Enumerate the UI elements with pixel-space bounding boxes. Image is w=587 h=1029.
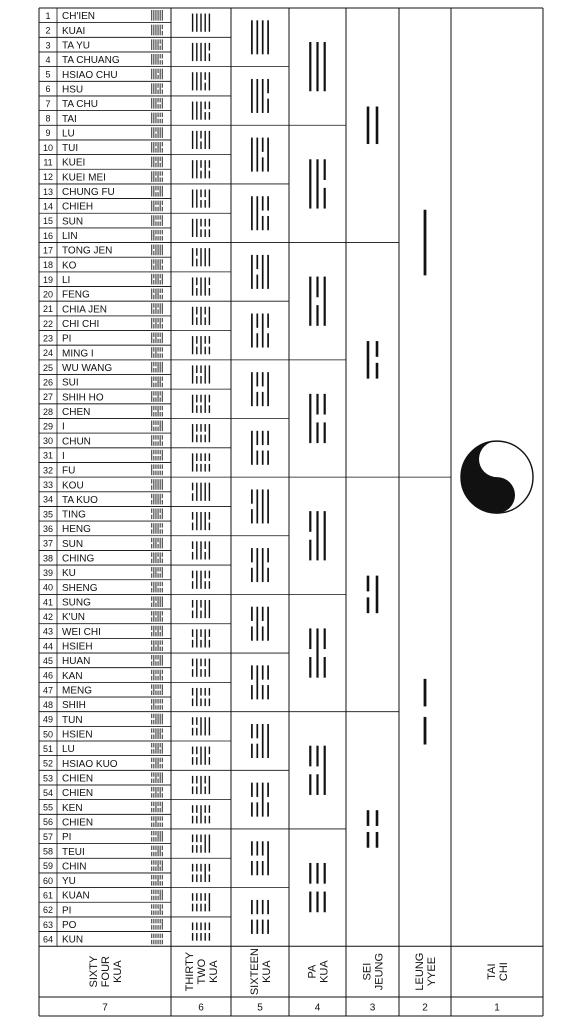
hexagram-row bbox=[39, 360, 171, 374]
hexagram-row bbox=[39, 712, 171, 726]
kua-symbol bbox=[193, 219, 210, 237]
hexagram-name: CHIN bbox=[62, 861, 87, 873]
hexagram-row bbox=[39, 448, 171, 462]
column-number: 3 bbox=[369, 1002, 376, 1014]
hexagram-name: CHIEN bbox=[62, 788, 94, 800]
hexagram-name: LI bbox=[62, 275, 71, 287]
kua-symbol bbox=[193, 864, 210, 882]
column-label bbox=[362, 953, 386, 990]
hexagram-name: KU bbox=[62, 568, 76, 580]
row-number: 64 bbox=[42, 934, 54, 945]
kua-symbol bbox=[310, 394, 324, 443]
kua-symbol bbox=[193, 600, 210, 618]
kua-symbol bbox=[193, 424, 210, 442]
kua-symbol bbox=[252, 20, 268, 54]
row-number: 26 bbox=[42, 377, 54, 388]
row-number: 63 bbox=[42, 919, 54, 930]
row-number: 32 bbox=[42, 465, 54, 476]
row-number: 13 bbox=[42, 186, 54, 197]
hexagram-row bbox=[39, 331, 171, 345]
row-number: 20 bbox=[42, 289, 54, 300]
hexagram-name: KAN bbox=[62, 670, 83, 682]
hexagram-name: TONG JEN bbox=[62, 245, 113, 257]
kua-symbol bbox=[252, 255, 268, 289]
kua-symbol bbox=[193, 629, 210, 647]
row-number: 16 bbox=[42, 230, 54, 241]
row-number: 8 bbox=[45, 113, 51, 124]
row-number: 58 bbox=[42, 846, 54, 857]
hexagram-rows bbox=[39, 8, 171, 946]
kua-symbol bbox=[252, 607, 268, 641]
hexagram-name: CHUNG FU bbox=[62, 187, 115, 199]
row-number: 10 bbox=[42, 142, 54, 153]
row-number: 53 bbox=[42, 773, 54, 784]
hexagram-name: PI bbox=[62, 832, 72, 844]
column-number: 5 bbox=[257, 1002, 263, 1014]
column-label-line: KUA bbox=[208, 960, 220, 983]
hexagram-name: I bbox=[62, 421, 65, 433]
row-number: 22 bbox=[42, 318, 54, 329]
kua-symbol bbox=[310, 628, 324, 677]
row-number: 52 bbox=[42, 758, 54, 769]
column-label-line: PA bbox=[306, 964, 319, 979]
kua-symbol bbox=[193, 717, 210, 735]
kua-symbol bbox=[193, 453, 210, 471]
row-number: 31 bbox=[42, 450, 54, 461]
kua-symbol bbox=[193, 277, 210, 295]
kua-symbol bbox=[368, 107, 377, 145]
row-number: 56 bbox=[42, 817, 54, 828]
hexagram-name: HSIAO KUO bbox=[62, 758, 118, 770]
hexagram-row bbox=[39, 96, 171, 110]
hexagram-row bbox=[39, 155, 171, 169]
row-number: 60 bbox=[42, 875, 54, 886]
hexagram-row bbox=[39, 653, 171, 667]
row-number: 40 bbox=[42, 582, 54, 593]
hexagram-name: CHEN bbox=[62, 406, 91, 418]
hexagram-row bbox=[39, 609, 171, 623]
kua-symbol bbox=[193, 922, 210, 940]
hexagram-name: TUI bbox=[62, 143, 79, 155]
kua-symbol bbox=[310, 746, 324, 795]
column-label bbox=[88, 955, 124, 987]
hexagram-name: HSIEH bbox=[62, 641, 93, 653]
kua-symbol bbox=[193, 747, 210, 765]
hexagram-name: PO bbox=[62, 920, 77, 932]
hexagram-name: TA CHUANG bbox=[62, 55, 120, 67]
hexagram-row bbox=[39, 770, 171, 784]
kua-symbol bbox=[193, 835, 210, 853]
hexagram-row bbox=[39, 125, 171, 139]
hexagram-row bbox=[39, 668, 171, 682]
hexagram-row bbox=[39, 8, 171, 22]
hexagram-name: WEI CHI bbox=[62, 626, 101, 638]
hexagram-name: TING bbox=[62, 509, 86, 521]
yin-dot bbox=[491, 453, 503, 465]
row-number: 25 bbox=[42, 362, 54, 373]
hexagram-row bbox=[39, 301, 171, 315]
hexagram-name: CHIA JEN bbox=[62, 304, 108, 316]
hexagram-row bbox=[39, 52, 171, 66]
hexagram-name: HSIEN bbox=[62, 729, 93, 741]
hexagram-name: KUN bbox=[62, 934, 84, 946]
column-label bbox=[249, 948, 273, 995]
hexagram-name: KO bbox=[62, 260, 77, 272]
hexagram-name: PI bbox=[62, 333, 72, 345]
hexagram-name: CHIEN bbox=[62, 817, 94, 829]
hexagram-name: K'UN bbox=[62, 612, 86, 624]
column-number: 4 bbox=[314, 1002, 321, 1014]
row-number: 18 bbox=[42, 260, 54, 271]
row-number: 23 bbox=[42, 333, 54, 344]
hexagram-name: CHIEN bbox=[62, 773, 94, 785]
hexagram-row bbox=[39, 917, 171, 931]
row-number: 38 bbox=[42, 553, 54, 564]
hexagram-row bbox=[39, 184, 171, 198]
kua-symbol bbox=[193, 395, 210, 413]
row-number: 54 bbox=[42, 787, 54, 798]
kua-symbol bbox=[252, 372, 268, 406]
kua-symbol bbox=[368, 576, 377, 614]
kua-symbol bbox=[193, 688, 210, 706]
column-label-line: SEI bbox=[361, 962, 374, 981]
hexagram-row bbox=[39, 726, 171, 740]
hexagram-name: SHENG bbox=[62, 582, 98, 594]
hexagram-row bbox=[39, 756, 171, 770]
hexagram-name: SUN bbox=[62, 216, 84, 228]
row-number: 14 bbox=[42, 201, 54, 212]
hexagram-row bbox=[39, 829, 171, 843]
hexagram-row bbox=[39, 375, 171, 389]
hexagram-name: SHIH bbox=[62, 700, 86, 712]
hexagram-row bbox=[39, 316, 171, 330]
kua-symbol bbox=[310, 42, 324, 91]
column-number: 2 bbox=[422, 1002, 428, 1014]
column-label-line: TAI bbox=[486, 963, 498, 980]
hexagram-row bbox=[39, 844, 171, 858]
column-number: 6 bbox=[198, 1002, 204, 1014]
row-number: 5 bbox=[45, 69, 51, 80]
hexagram-name: HSU bbox=[62, 84, 84, 96]
hexagram-row bbox=[39, 888, 171, 902]
hexagram-name: CHIEH bbox=[62, 201, 94, 213]
hexagram-row bbox=[39, 418, 171, 432]
hexagram-row bbox=[39, 536, 171, 550]
hexagram-row bbox=[39, 506, 171, 520]
hexagram-name: TA KUO bbox=[62, 494, 98, 506]
column-number: 7 bbox=[102, 1002, 108, 1014]
hexagram-row bbox=[39, 697, 171, 711]
kua-symbol bbox=[368, 341, 377, 379]
kua-symbol bbox=[193, 160, 210, 178]
hexagram-name: TUN bbox=[62, 714, 83, 726]
kua-symbol bbox=[252, 196, 268, 230]
row-number: 41 bbox=[42, 597, 54, 608]
hexagram-name: KOU bbox=[62, 480, 84, 492]
row-number: 62 bbox=[42, 905, 54, 916]
column-label-line: THIRTY bbox=[184, 951, 196, 992]
kua-symbol bbox=[193, 512, 210, 530]
table-grid bbox=[39, 8, 543, 1016]
column-label-line: KUA bbox=[318, 960, 331, 983]
hexagram-name: HSIAO CHU bbox=[62, 69, 118, 81]
hexagram-row bbox=[39, 228, 171, 242]
row-number: 46 bbox=[42, 670, 54, 681]
hexagram-row bbox=[39, 521, 171, 535]
hexagram-name: FU bbox=[62, 465, 76, 477]
hexagram-name: LU bbox=[62, 744, 75, 756]
row-number: 34 bbox=[42, 494, 54, 505]
hexagram-row bbox=[39, 462, 171, 476]
yang-dot bbox=[491, 489, 503, 501]
hexagram-name: SHIH HO bbox=[62, 392, 104, 404]
row-number: 21 bbox=[42, 304, 54, 315]
row-number: 44 bbox=[42, 641, 54, 652]
row-number: 47 bbox=[42, 685, 54, 696]
hexagram-row bbox=[39, 345, 171, 359]
row-number: 15 bbox=[42, 216, 54, 227]
kua-symbol bbox=[252, 783, 268, 817]
hexagram-row bbox=[39, 199, 171, 213]
kua-symbol bbox=[252, 841, 268, 875]
kua-symbol bbox=[193, 189, 210, 207]
hexagram-name: LU bbox=[62, 128, 75, 140]
column-label-line: KUA bbox=[261, 960, 273, 983]
kua-symbol bbox=[252, 548, 268, 582]
hexagram-name: TA YU bbox=[62, 40, 90, 52]
kua-symbol bbox=[193, 307, 210, 325]
hexagram-row bbox=[39, 140, 171, 154]
hexagram-row bbox=[39, 741, 171, 755]
row-number: 35 bbox=[42, 509, 54, 520]
kua-symbol bbox=[252, 138, 268, 172]
kua-symbol bbox=[252, 900, 268, 934]
kua-symbol bbox=[193, 893, 210, 911]
column-label-line: LEUNG bbox=[414, 952, 426, 991]
row-number: 6 bbox=[45, 84, 51, 95]
column-label bbox=[414, 953, 438, 991]
hexagram-name: TEUI bbox=[62, 846, 85, 858]
kua-symbol bbox=[193, 776, 210, 794]
hexagram-row bbox=[39, 682, 171, 696]
hexagram-name: KEN bbox=[62, 802, 83, 814]
hexagram-row bbox=[39, 594, 171, 608]
hexagram-row bbox=[39, 477, 171, 491]
row-number: 59 bbox=[42, 861, 54, 872]
row-number: 27 bbox=[42, 392, 54, 403]
row-number: 28 bbox=[42, 406, 54, 417]
hexagram-row bbox=[39, 873, 171, 887]
row-number: 33 bbox=[42, 480, 54, 491]
hexagram-name: CHI CHI bbox=[62, 318, 100, 330]
hexagram-row bbox=[39, 932, 171, 946]
row-number: 39 bbox=[42, 568, 54, 579]
kua-symbol bbox=[193, 483, 210, 501]
row-number: 55 bbox=[42, 802, 54, 813]
kua-symbol bbox=[252, 79, 268, 113]
row-number: 30 bbox=[42, 436, 54, 447]
column-label bbox=[307, 960, 331, 983]
hexagram-name: FENG bbox=[62, 289, 90, 301]
hexagram-name: TAI bbox=[62, 113, 77, 125]
kua-symbol bbox=[193, 14, 210, 32]
hexagram-name: KUAI bbox=[62, 25, 86, 37]
hexagram-name: TA CHU bbox=[62, 99, 98, 111]
row-number: 61 bbox=[42, 890, 54, 901]
row-number: 49 bbox=[42, 714, 54, 725]
hexagram-name: KUAN bbox=[62, 890, 90, 902]
row-number: 7 bbox=[45, 98, 51, 109]
hexagram-row bbox=[39, 492, 171, 506]
hexagram-row bbox=[39, 37, 171, 51]
hexagram-row bbox=[39, 404, 171, 418]
hexagram-row bbox=[39, 580, 171, 594]
hexagram-name: CHING bbox=[62, 553, 95, 565]
hexagram-row bbox=[39, 272, 171, 286]
hexagram-row bbox=[39, 800, 171, 814]
hexagram-row bbox=[39, 638, 171, 652]
hexagram-name: HENG bbox=[62, 524, 91, 536]
kua-symbol bbox=[193, 131, 210, 149]
kua-symbol bbox=[193, 72, 210, 90]
row-number: 48 bbox=[42, 699, 54, 710]
kua-symbol bbox=[193, 659, 210, 677]
column-tai-chi bbox=[461, 441, 533, 513]
row-number: 3 bbox=[45, 40, 51, 51]
hexagram-row bbox=[39, 23, 171, 37]
column-label-line: FOUR bbox=[100, 956, 112, 988]
kua-symbol bbox=[252, 314, 268, 348]
hexagram-row bbox=[39, 169, 171, 183]
hexagram-row bbox=[39, 814, 171, 828]
hexagram-name: MING I bbox=[62, 348, 94, 360]
hexagram-row bbox=[39, 213, 171, 227]
kua-symbol bbox=[252, 665, 268, 699]
row-number: 51 bbox=[42, 743, 54, 754]
row-number: 2 bbox=[45, 25, 51, 36]
kua-symbol bbox=[310, 159, 324, 208]
hexagram-name: SUN bbox=[62, 538, 84, 550]
hexagram-row bbox=[39, 565, 171, 579]
hexagram-row bbox=[39, 67, 171, 81]
hexagram-row bbox=[39, 785, 171, 799]
column-number: 1 bbox=[494, 1002, 500, 1014]
column-label-line: TWO bbox=[196, 958, 208, 985]
kua-symbol bbox=[310, 511, 324, 560]
row-number: 17 bbox=[42, 245, 54, 256]
row-number: 45 bbox=[42, 655, 54, 666]
hexagram-name: KUEI MEI bbox=[62, 172, 106, 184]
kua-symbol bbox=[193, 541, 210, 559]
column-label bbox=[486, 962, 510, 981]
row-number: 1 bbox=[45, 10, 51, 21]
row-number: 19 bbox=[42, 274, 54, 285]
hexagram-row bbox=[39, 81, 171, 95]
row-number: 37 bbox=[42, 538, 54, 549]
hexagram-name: PI bbox=[62, 905, 72, 917]
hexagram-row bbox=[39, 624, 171, 638]
kua-symbol bbox=[193, 336, 210, 354]
yin-yang-symbol bbox=[461, 441, 533, 513]
column-labels bbox=[88, 948, 510, 1013]
hexagram-row bbox=[39, 902, 171, 916]
kua-symbol bbox=[193, 805, 210, 823]
column-label-line: SIXTEEN bbox=[249, 948, 261, 996]
hexagram-name: YU bbox=[62, 876, 76, 888]
row-number: 9 bbox=[45, 128, 51, 139]
row-number: 11 bbox=[43, 157, 53, 168]
row-number: 42 bbox=[42, 611, 54, 622]
hexagram-name: HUAN bbox=[62, 656, 91, 668]
hexagram-row bbox=[39, 111, 171, 125]
kua-symbol bbox=[193, 102, 210, 120]
column-label-line: KUA bbox=[112, 960, 124, 983]
hexagram-name: I bbox=[62, 450, 65, 462]
column-label-line: JEUNG bbox=[373, 952, 386, 991]
row-number: 43 bbox=[42, 626, 54, 637]
row-number: 29 bbox=[42, 421, 54, 432]
kua-symbol bbox=[193, 365, 210, 383]
hexagram-row bbox=[39, 287, 171, 301]
kua-symbol bbox=[193, 248, 210, 266]
hexagram-name: CH'IEN bbox=[62, 11, 96, 23]
hexagram-name: SUNG bbox=[62, 597, 91, 609]
hexagram-row bbox=[39, 257, 171, 271]
row-number: 57 bbox=[42, 831, 54, 842]
column-label-line: SIXTY bbox=[88, 955, 100, 988]
hexagram-row bbox=[39, 858, 171, 872]
hexagram-name: LIN bbox=[62, 231, 78, 243]
column-label-line: CHI bbox=[498, 962, 510, 982]
kua-symbol bbox=[252, 489, 268, 523]
hexagram-name: KUEI bbox=[62, 157, 86, 169]
kua-symbol bbox=[193, 43, 210, 61]
kua-symbol bbox=[252, 724, 268, 758]
hexagram-row bbox=[39, 433, 171, 447]
row-number: 36 bbox=[42, 524, 54, 535]
hexagram-row bbox=[39, 389, 171, 403]
hexagram-name: MENG bbox=[62, 685, 92, 697]
kua-symbol bbox=[368, 810, 377, 848]
hexagram-name: CHUN bbox=[62, 436, 91, 448]
row-number: 4 bbox=[45, 54, 51, 65]
column-label-line: YYEE bbox=[426, 956, 438, 987]
hexagram-row bbox=[39, 550, 171, 564]
hexagram-name: SUI bbox=[62, 377, 79, 389]
kua-symbol bbox=[193, 571, 210, 589]
row-number: 24 bbox=[42, 348, 54, 359]
hexagram-name: WU WANG bbox=[62, 362, 113, 374]
hexagram-row bbox=[39, 243, 171, 257]
row-number: 50 bbox=[42, 729, 54, 740]
row-number: 12 bbox=[42, 172, 54, 183]
kua-symbol bbox=[310, 277, 324, 326]
kua-symbol bbox=[252, 431, 268, 465]
column-label bbox=[184, 951, 220, 991]
kua-symbol bbox=[310, 863, 324, 912]
